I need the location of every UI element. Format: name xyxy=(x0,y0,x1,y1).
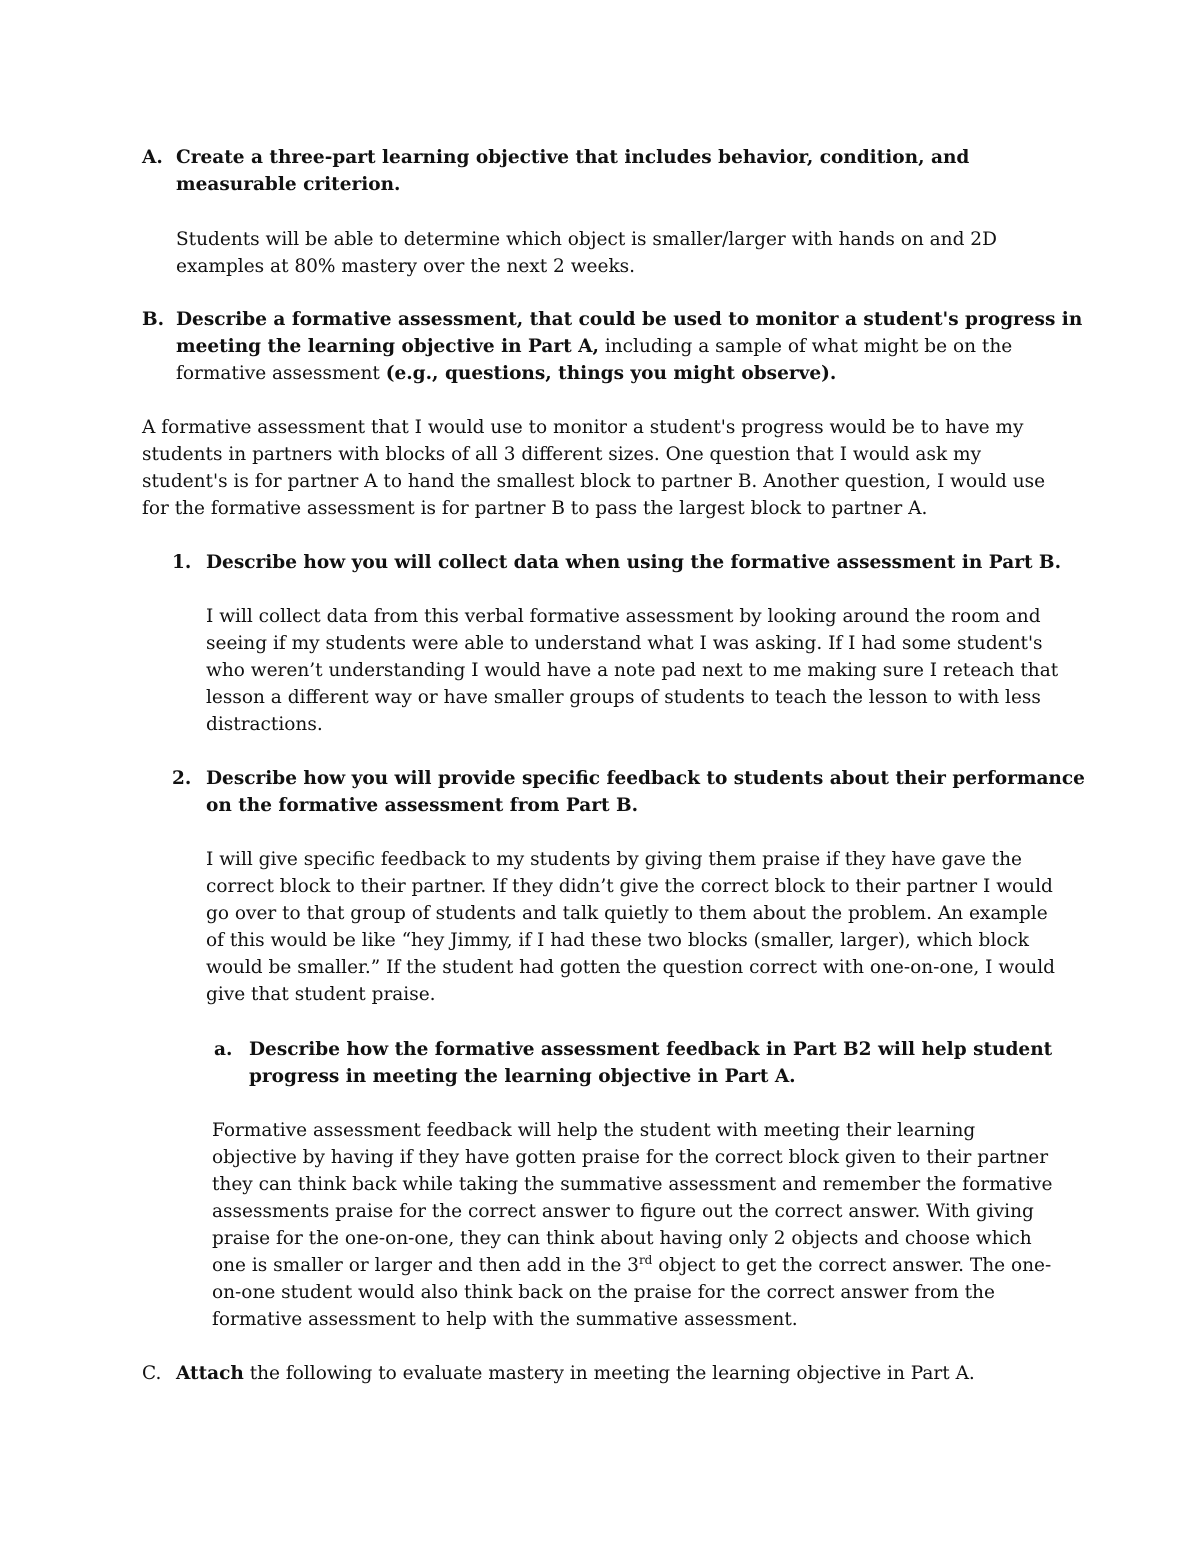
item-a-answer xyxy=(212,1117,1052,1333)
section-c-line xyxy=(176,1360,975,1387)
answer-line: I will collect data from this verbal formative assessment by looking around the room and xyxy=(206,606,1041,627)
section-c-bold-word: Attach xyxy=(176,1363,244,1384)
item-1-question: Describe how you will collect data when using the formative assessment in Part B. xyxy=(206,552,1062,573)
answer-line: of this would be like “hey Jimmy, if I had these two blocks (smaller, larger), which block xyxy=(206,930,1029,951)
answer-line: Students will be able to determine which object is smaller/larger with hands on and 2D xyxy=(176,229,997,250)
question-plain-span: including a sample of what might be on the xyxy=(598,336,1013,357)
answer-line: seeing if my students were able to understand what I was asking. If I had some student's xyxy=(206,633,1043,654)
section-c-rest: the following to evaluate mastery in meeting the learning objective in Part A. xyxy=(243,1363,975,1384)
item-a-label: a. xyxy=(214,1039,233,1060)
question-line xyxy=(176,333,1082,360)
section-a-answer xyxy=(176,226,997,280)
answer-line: on-one student would also think back on the praise for the correct answer from the xyxy=(212,1282,995,1303)
question-line: Describe how the formative assessment feedback in Part B2 will help student xyxy=(249,1039,1053,1060)
answer-line xyxy=(212,1252,1052,1279)
answer-line: they can think back while taking the summative assessment and remember the formative xyxy=(212,1174,1053,1195)
item-a-question xyxy=(249,1036,1052,1090)
section-c-label: C. xyxy=(142,1363,162,1384)
answer-line: who weren’t understanding I would have a note pad next to me making sure I reteach that xyxy=(206,660,1059,681)
answer-line: assessments praise for the correct answer to figure out the correct answer. With giving xyxy=(212,1201,1034,1222)
item-1-label: 1. xyxy=(172,552,192,573)
answer-line: Formative assessment feedback will help the student with meeting their learning xyxy=(212,1120,976,1141)
question-line: Describe a formative assessment, that could be used to monitor a student's progress in xyxy=(176,309,1083,330)
item-2-label: 2. xyxy=(172,768,192,789)
section-a-label: A. xyxy=(142,147,163,168)
section-b-answer xyxy=(142,414,1045,522)
answer-line: lesson a different way or have smaller groups of students to teach the lesson to with less xyxy=(206,687,1041,708)
answer-line: correct block to their partner. If they didn’t give the correct block to their partner I would xyxy=(206,876,1053,897)
section-b-label: B. xyxy=(142,309,165,330)
answer-line: students in partners with blocks of all 3 different sizes. One question that I would ask my xyxy=(142,444,982,465)
answer-line: objective by having if they have gotten praise for the correct block given to their partner xyxy=(212,1147,1049,1168)
section-b-question xyxy=(176,306,1082,387)
answer-line: praise for the one-on-one, they can think about having only 2 objects and choose which xyxy=(212,1228,1032,1249)
answer-line: I will give specific feedback to my students by giving them praise if they have gave the xyxy=(206,849,1022,870)
answer-line: examples at 80% mastery over the next 2 weeks. xyxy=(176,256,636,277)
answer-line: A formative assessment that I would use to monitor a student's progress would be to have my xyxy=(142,417,1024,438)
ordinal-superscript: rd xyxy=(638,1252,653,1267)
answer-line: distractions. xyxy=(206,714,323,735)
answer-span: one is smaller or larger and then add in the 3 xyxy=(212,1255,639,1276)
item-1-answer xyxy=(206,603,1058,738)
answer-line: formative assessment to help with the summative assessment. xyxy=(212,1309,798,1330)
answer-line: student's is for partner A to hand the smallest block to partner B. Another question, I would use xyxy=(142,471,1046,492)
item-2-answer xyxy=(206,846,1055,1008)
answer-line: go over to that group of students and talk quietly to them about the problem. An example xyxy=(206,903,1048,924)
question-bold-span: meeting the learning objective in Part A, xyxy=(176,336,599,357)
question-line: Describe how you will provide specific feedback to students about their performance xyxy=(206,768,1085,789)
answer-line: would be smaller.” If the student had gotten the question correct with one-on-one, I would xyxy=(206,957,1056,978)
question-line: on the formative assessment from Part B. xyxy=(206,795,639,816)
section-a-heading xyxy=(176,144,969,198)
question-bold-span: (e.g., questions, things you might observe). xyxy=(385,363,837,384)
question-line: progress in meeting the learning objective in Part A. xyxy=(249,1066,796,1087)
answer-line: for the formative assessment is for partner B to pass the largest block to partner A. xyxy=(142,498,928,519)
question-plain-span: formative assessment xyxy=(176,363,386,384)
answer-span: object to get the correct answer. The one- xyxy=(652,1255,1052,1276)
answer-line: give that student praise. xyxy=(206,984,436,1005)
item-2-question xyxy=(206,765,1085,819)
section-a-heading-line: measurable criterion. xyxy=(176,174,401,195)
section-a-heading-line: Create a three-part learning objective that includes behavior, condition, and xyxy=(176,147,970,168)
question-line xyxy=(176,360,1082,387)
